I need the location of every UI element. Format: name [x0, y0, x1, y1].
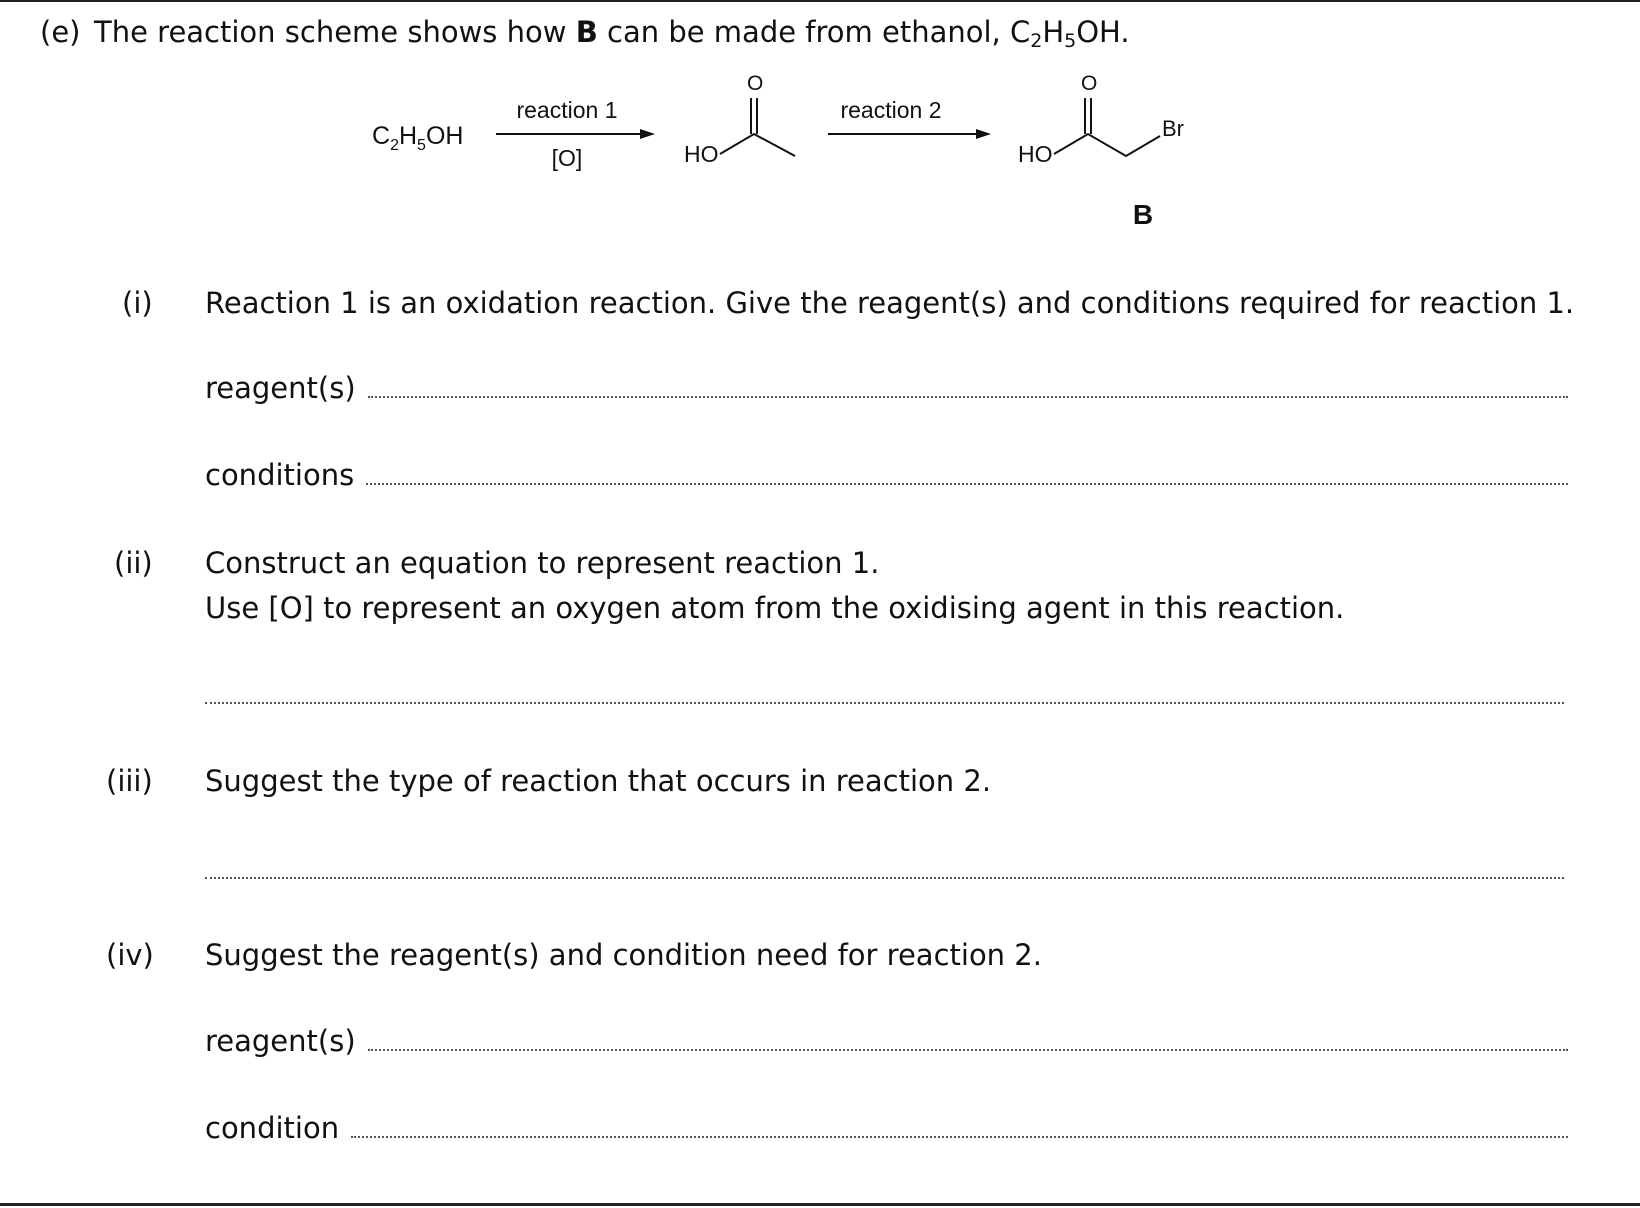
- question-iv-reagent-row: [205, 1019, 1568, 1059]
- question-i-reagent-row: [205, 366, 1568, 406]
- intro-text-end: OH.: [1076, 15, 1130, 49]
- intro-text-h: H: [1042, 15, 1065, 49]
- bottom-rule: [0, 1203, 1640, 1206]
- acetic-acid-ho: HO: [684, 141, 719, 167]
- intro-text-start: The reaction scheme shows how: [94, 15, 576, 49]
- question-i-number: (i): [122, 286, 153, 320]
- ethanol-formula: $C_2H_5OH$: [372, 122, 464, 154]
- product-label-b: B: [1132, 199, 1154, 230]
- product-br: Br: [1162, 116, 1184, 141]
- reaction2-label: reaction 2: [840, 97, 942, 123]
- question-ii-answer-line[interactable]: [205, 700, 1564, 704]
- question-ii-text-line1: Construct an equation to represent reaction 1.: [205, 546, 880, 580]
- acetic-acid-skeleton: [720, 98, 795, 156]
- question-iv-condition-answer-line[interactable]: [351, 1134, 1568, 1138]
- part-intro: [94, 14, 1130, 59]
- reaction1-label: reaction 1: [516, 97, 618, 123]
- intro-subscript-2: 2: [1030, 30, 1043, 52]
- product-skeleton: [1054, 98, 1160, 156]
- question-iii-answer-line[interactable]: [205, 875, 1564, 879]
- question-iv-condition-row: [205, 1106, 1568, 1146]
- question-i-conditions-row: [205, 453, 1568, 493]
- question-i-conditions-answer-line[interactable]: [366, 481, 1568, 485]
- question-iv-reagent-answer-line[interactable]: [368, 1047, 1568, 1051]
- intro-bold-b: B: [575, 15, 598, 49]
- question-iv-text: Suggest the reagent(s) and condition need for reaction 2.: [205, 938, 1042, 972]
- question-iv-number: (iv): [106, 938, 154, 972]
- question-iv-condition-label: condition: [205, 1111, 340, 1145]
- question-i-conditions-label: conditions: [205, 458, 355, 492]
- product-carbonyl-o: O: [1081, 72, 1098, 95]
- question-i-text: Reaction 1 is an oxidation reaction. Give the reagent(s) and conditions required for reaction 1.: [205, 286, 1575, 320]
- acetic-acid-carbonyl-o: O: [747, 72, 764, 95]
- intro-subscript-5: 5: [1064, 30, 1077, 52]
- question-iii-text: Suggest the type of reaction that occurs in reaction 2.: [205, 764, 992, 798]
- reaction2-arrowhead: [976, 129, 991, 139]
- reaction1-arrowhead: [640, 129, 655, 139]
- part-label: (e): [40, 15, 81, 49]
- question-i-reagent-answer-line[interactable]: [368, 394, 1568, 398]
- question-i-reagent-label: reagent(s): [205, 371, 356, 405]
- question-iv-reagent-label: reagent(s): [205, 1024, 356, 1058]
- question-iii-number: (iii): [106, 764, 153, 798]
- question-ii-text-line2: Use [O] to represent an oxygen atom from the oxidising agent in this reaction.: [205, 591, 1345, 625]
- product-ho: HO: [1018, 141, 1053, 167]
- intro-text-mid: can be made from ethanol, C: [597, 15, 1031, 49]
- reaction-scheme: [350, 62, 1230, 242]
- reaction1-oxidant-label: [O]: [551, 145, 583, 171]
- top-rule: [0, 0, 1640, 2]
- question-ii-number: (ii): [114, 546, 153, 580]
